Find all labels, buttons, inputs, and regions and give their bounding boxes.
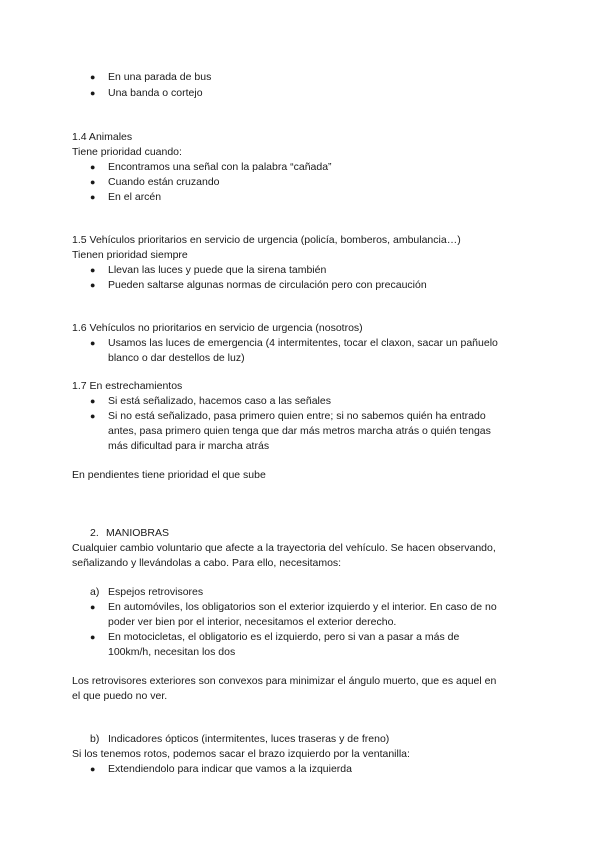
section-heading: 1.6 Vehículos no prioritarios en servicio de urgencia (nosotros) [72,322,363,334]
list-item: ● En motocicletas, el obligatorio es el izquierdo, pero si van a pasar a más de [90,631,460,643]
list-item-continuation: antes, pasa primero quien tenga que dar más metros marcha atrás o quién tengas [108,425,491,437]
lettered-item: b) Indicadores ópticos (intermitentes, luces traseras y de freno) [90,733,390,745]
list-item-continuation: 100km/h, necesitan los dos [108,646,236,658]
list-item-continuation: blanco o dar destellos de luz) [108,352,245,364]
bullet-icon: ● [90,764,96,774]
bullet-icon: ● [90,280,96,290]
list-item: ● Usamos las luces de emergencia (4 intermitentes, tocar el claxon, sacar un pañuelo [90,337,498,349]
list-item: ● Cuando están cruzando [90,176,220,188]
paragraph: En pendientes tiene prioridad el que sube [72,469,266,481]
bullet-icon: ● [90,396,96,406]
paragraph: Cualquier cambio voluntario que afecte a la trayectoria del vehículo. Se hacen observando, [72,542,496,554]
section-heading: 1.4 Animales [72,131,133,143]
list-item: ● Pueden saltarse algunas normas de circulación pero con precaución [90,279,427,291]
list-item: ● Si está señalizado, hacemos caso a las señales [90,395,331,407]
bullet-icon: ● [90,177,96,187]
paragraph: Los retrovisores exteriores son convexos para minimizar el ángulo muerto, que es aquel en [72,675,497,687]
bullet-icon: ● [90,602,96,612]
list-item-continuation: más dificultad para ir marcha atrás [108,440,270,452]
list-item: ● Extendiendolo para indicar que vamos a la izquierda [90,763,352,775]
section-heading: 1.5 Vehículos prioritarios en servicio de urgencia (policía, bomberos, ambulancia…) [72,234,461,246]
bullet-icon: ● [90,72,96,82]
paragraph: Tienen prioridad siempre [72,249,188,261]
paragraph: Si los tenemos rotos, podemos sacar el brazo izquierdo por la ventanilla: [72,748,410,760]
list-item: ● En automóviles, los obligatorios son el exterior izquierdo y el interior. En caso de no [90,601,497,613]
list-item-continuation: poder ver bien por el interior, necesitamos el exterior derecho. [108,616,397,628]
bullet-icon: ● [90,265,96,275]
section-heading: 1.7 En estrechamientos [72,380,183,392]
bullet-icon: ● [90,338,96,348]
bullet-icon: ● [90,192,96,202]
bullet-icon: ● [90,162,96,172]
bullet-icon: ● [90,632,96,642]
paragraph: el que puedo no ver. [72,690,168,702]
bullet-icon: ● [90,411,96,421]
bullet-icon: ● [90,88,96,98]
list-item: ● Una banda o cortejo [90,87,203,99]
list-item: ● Encontramos una señal con la palabra “cañada” [90,161,332,173]
section-heading: 2. MANIOBRAS [90,527,170,539]
paragraph: Tiene prioridad cuando: [72,146,182,158]
list-item: ● Si no está señalizado, pasa primero quien entre; si no sabemos quién ha entrado [90,410,486,422]
lettered-item: a) Espejos retrovisores [90,586,204,598]
list-item: ● En una parada de bus [90,71,212,83]
list-item: ● En el arcén [90,191,162,203]
paragraph: señalizando y llevándolas a cabo. Para ello, necesitamos: [72,557,342,569]
list-item: ● Llevan las luces y puede que la sirena también [90,264,327,276]
